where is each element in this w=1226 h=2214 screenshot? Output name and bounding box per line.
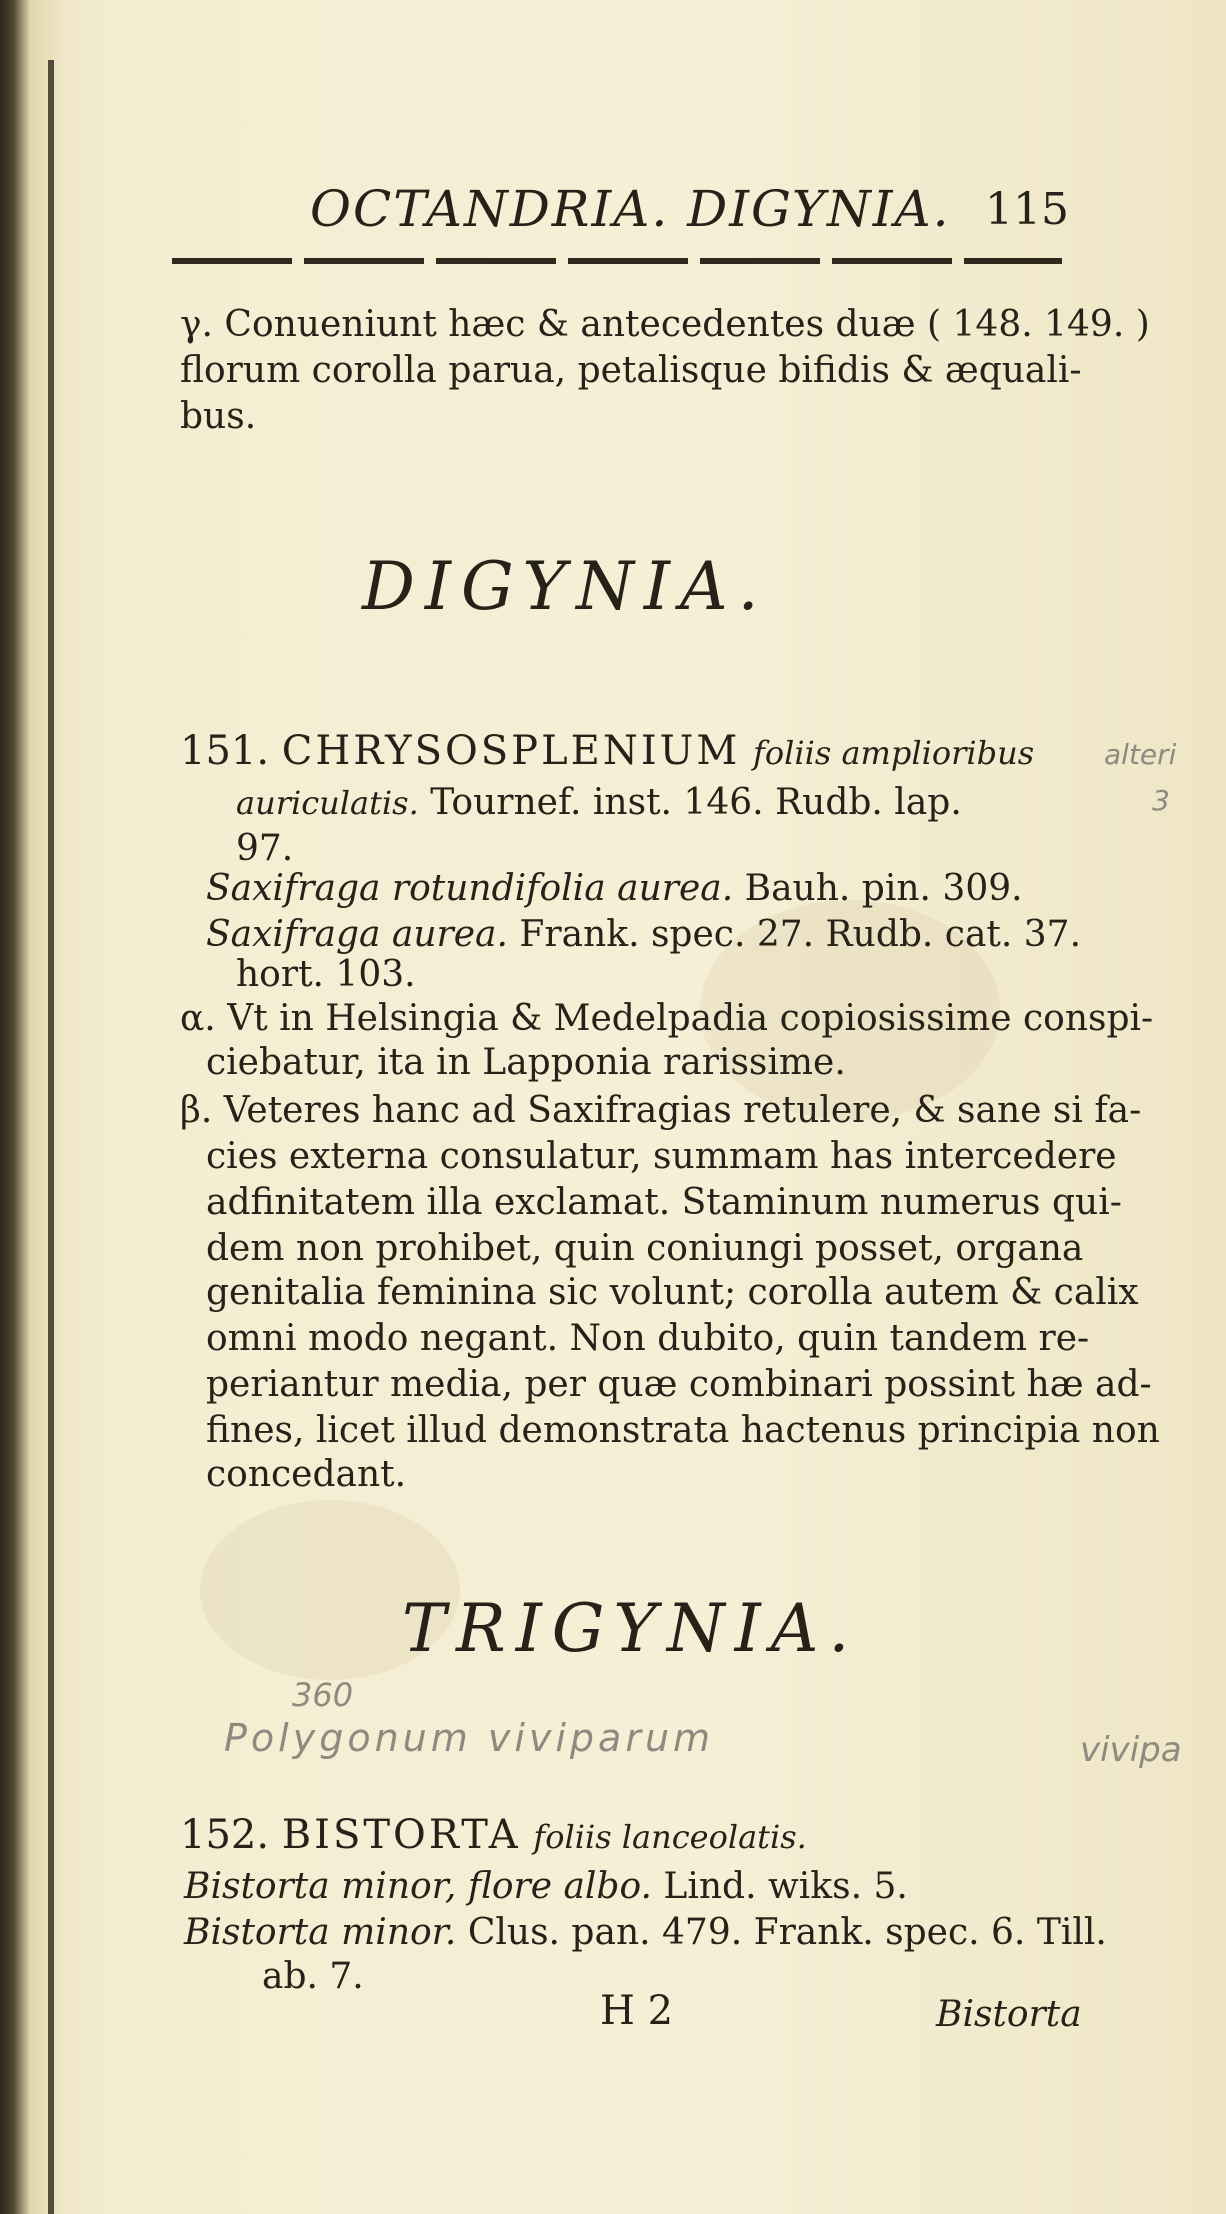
text-line: γ. Conueniunt hæc & antecedentes duæ ( 148. 149. ) [180, 304, 1150, 345]
diagnosis: foliis amplioribus [753, 734, 1035, 772]
entry-151-line [180, 728, 1034, 774]
synonym-name: Bistorta minor, flore albo. [184, 1866, 652, 1907]
synonym-ref: Lind. wiks. 5. [663, 1866, 908, 1907]
catchword: Bistorta [936, 1994, 1082, 2035]
book-gutter [0, 0, 64, 2214]
beta-line: periantur media, per quæ combinari possint hæ ad- [206, 1364, 1152, 1405]
alpha-line: α. Vt in Helsingia & Medelpadia copiosissime conspi- [180, 998, 1154, 1039]
alpha-line: ciebatur, ita in Lapponia rarissime. [206, 1042, 846, 1083]
diagnosis: foliis lanceolatis. [533, 1818, 807, 1856]
section-heading-trigynia: TRIGYNIA. [402, 1590, 860, 1667]
margin-note: alteri [1104, 738, 1177, 771]
beta-line: β. Veteres hanc ad Saxifragias retulere, & sane si fa- [180, 1090, 1142, 1131]
beta-line: adfinitatem illa exclamat. Staminum numerus qui- [206, 1182, 1122, 1223]
signature-mark: H 2 [600, 1988, 674, 2034]
section-heading-digynia: DIGYNIA. [362, 548, 769, 625]
synonym-line [184, 1864, 908, 1910]
running-title: OCTANDRIA. DIGYNIA. [310, 180, 951, 238]
synonym-ref: hort. 103. [236, 954, 416, 995]
synonym-ref: ab. 7. [262, 1956, 364, 1997]
beta-line: fines, licet illud demonstrata hactenus principia non [206, 1410, 1160, 1451]
entry-152-line [180, 1812, 807, 1858]
synonym-name: Bistorta minor. [184, 1912, 457, 1953]
entry-151-line [236, 780, 962, 826]
handwritten-margin: vivipa [1080, 1730, 1182, 1770]
text-line: bus. [180, 396, 257, 437]
handwritten-number: 360 [292, 1676, 354, 1714]
gutter-line [48, 60, 54, 2214]
beta-line: dem non prohibet, quin coniungi posset, organa [206, 1228, 1084, 1269]
diagnosis: auriculatis. [236, 784, 419, 822]
handwritten-annotation: Polygonum viviparum [224, 1716, 715, 1760]
synonym-line [206, 866, 1023, 912]
reference: 97. [236, 828, 294, 869]
entry-number: 151. [180, 728, 270, 774]
synonym-ref: Clus. pan. 479. Frank. spec. 6. Till. [467, 1912, 1107, 1953]
entry-number: 152. [180, 1812, 270, 1858]
synonym-ref: Bauh. pin. 309. [744, 868, 1023, 909]
genus-name: CHRYSOSPLENIUM [281, 728, 741, 774]
margin-note: 3 [1152, 784, 1170, 817]
text-line: florum corolla parua, petalisque bifidis & æquali- [180, 350, 1082, 391]
synonym-name: Saxifraga rotundifolia aurea. [206, 868, 734, 909]
genus-name: BISTORTA [281, 1812, 521, 1858]
beta-line: cies externa consulatur, summam has intercedere [206, 1136, 1117, 1177]
synonym-ref: Frank. spec. 27. Rudb. cat. 37. [519, 914, 1082, 955]
beta-line: omni modo negant. Non dubito, quin tandem re- [206, 1318, 1090, 1359]
reference: Tournef. inst. 146. Rudb. lap. [430, 782, 962, 823]
beta-line: genitalia feminina sic volunt; corolla autem & calix [206, 1272, 1139, 1313]
synonym-name: Saxifraga aurea. [206, 914, 508, 955]
beta-line: concedant. [206, 1454, 407, 1495]
page-number: 115 [985, 184, 1069, 235]
synonym-line [184, 1910, 1107, 1956]
header-rule [172, 258, 1062, 264]
